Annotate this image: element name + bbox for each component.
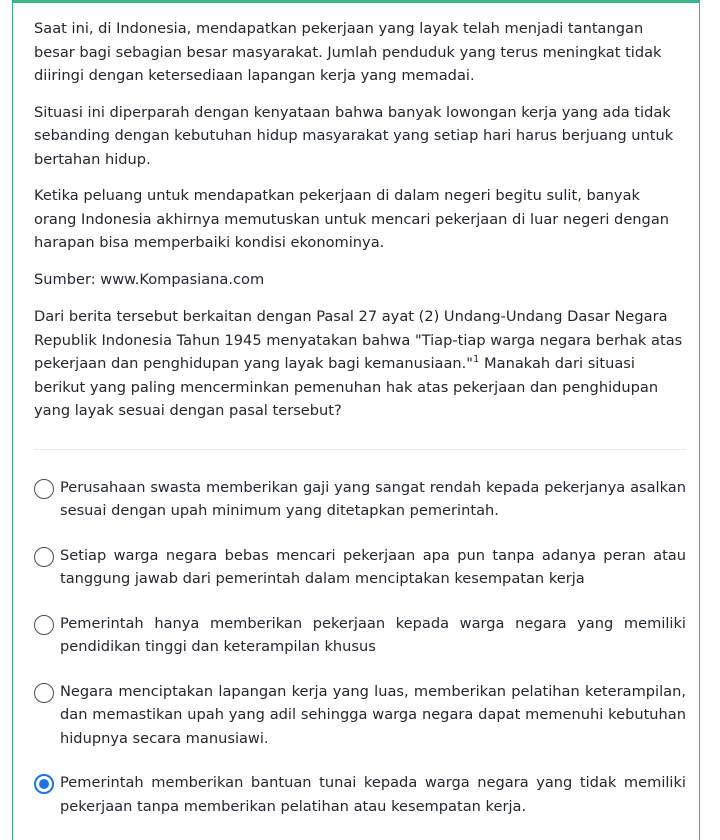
radio-button-icon[interactable]	[34, 615, 54, 635]
answer-option-e[interactable]	[34, 771, 686, 818]
answer-option-a[interactable]	[34, 476, 686, 523]
answer-options	[34, 476, 686, 819]
source-line: Sumber: www.Kompasiana.com	[34, 270, 265, 288]
question-prompt-part1: Dari berita tersebut berkaitan dengan Pasal 27 ayat (2) Undang-Undang Dasar Negara Republik Indonesia Tahun 1945 menyatakan bahwa "Tiap-tiap warga negara berhak atas pekerjaan dan penghidupan yang layak bagi kemanusiaan."	[34, 308, 683, 372]
question-prompt	[34, 305, 686, 423]
answer-option-c[interactable]	[34, 612, 686, 659]
question-paragraph-2: Situasi ini diperparah dengan kenyataan bahwa banyak lowongan kerja yang ada tidak sebanding dengan kebutuhan hidup masyarakat yang setiap hari harus berjuang untuk bertahan hidup.	[34, 103, 674, 168]
answer-option-d[interactable]	[34, 680, 686, 751]
radio-button-selected-icon[interactable]	[34, 774, 54, 794]
answer-option-b[interactable]	[34, 544, 686, 591]
question-prompt-part2: Manakah dari situasi berikut yang paling mencerminkan pemenuhan hak atas pekerjaan dan penghidupan yang layak sesuai dengan pasal tersebut?	[34, 355, 659, 419]
question-paragraph-1: Saat ini, di Indonesia, mendapatkan pekerjaan yang layak telah menjadi tantangan besar bagi sebagian besar masyarakat. Jumlah penduduk yang terus meningkat tidak diiringi dengan ketersediaan lapangan kerja yang memadai.	[34, 20, 662, 84]
answer-option-text: Setiap warga negara bebas mencari pekerjaan apa pun tanpa adanya peran atau tanggung jawab dari pemerintah dalam menciptakan kesempatan kerja	[60, 546, 686, 587]
answer-option-text: Pemerintah hanya memberikan pekerjaan kepada warga negara yang memiliki pendidikan tinggi dan keterampilan khusus	[60, 614, 686, 655]
question-content	[34, 17, 686, 839]
divider	[34, 449, 686, 450]
footnote-marker[interactable]: 1	[473, 354, 480, 366]
radio-button-icon[interactable]	[34, 479, 54, 499]
answer-option-text: Perusahaan swasta memberikan gaji yang sangat rendah kepada pekerjanya asalkan sesuai dengan upah minimum yang ditetapkan pemerintah.	[60, 478, 686, 519]
question-paragraph-3: Ketika peluang untuk mendapatkan pekerjaan di dalam negeri begitu sulit, banyak orang Indonesia akhirnya memutuskan untuk mencari pekerjaan di luar negeri dengan harapan bisa memperbaiki kondisi ekonominya.	[34, 187, 670, 251]
radio-button-icon[interactable]	[34, 547, 54, 567]
question-card	[12, 0, 700, 840]
answer-option-text: Pemerintah memberikan bantuan tunai kepada warga negara yang tidak memiliki pekerjaan tanpa memberikan pelatihan atau kesempatan kerja.	[60, 774, 686, 815]
radio-button-icon[interactable]	[34, 683, 54, 703]
answer-option-text: Negara menciptakan lapangan kerja yang luas, memberikan pelatihan keterampilan, dan memastikan upah yang adil sehingga warga negara dapat memenuhi kebutuhan hidupnya secara manusiawi.	[60, 682, 686, 747]
